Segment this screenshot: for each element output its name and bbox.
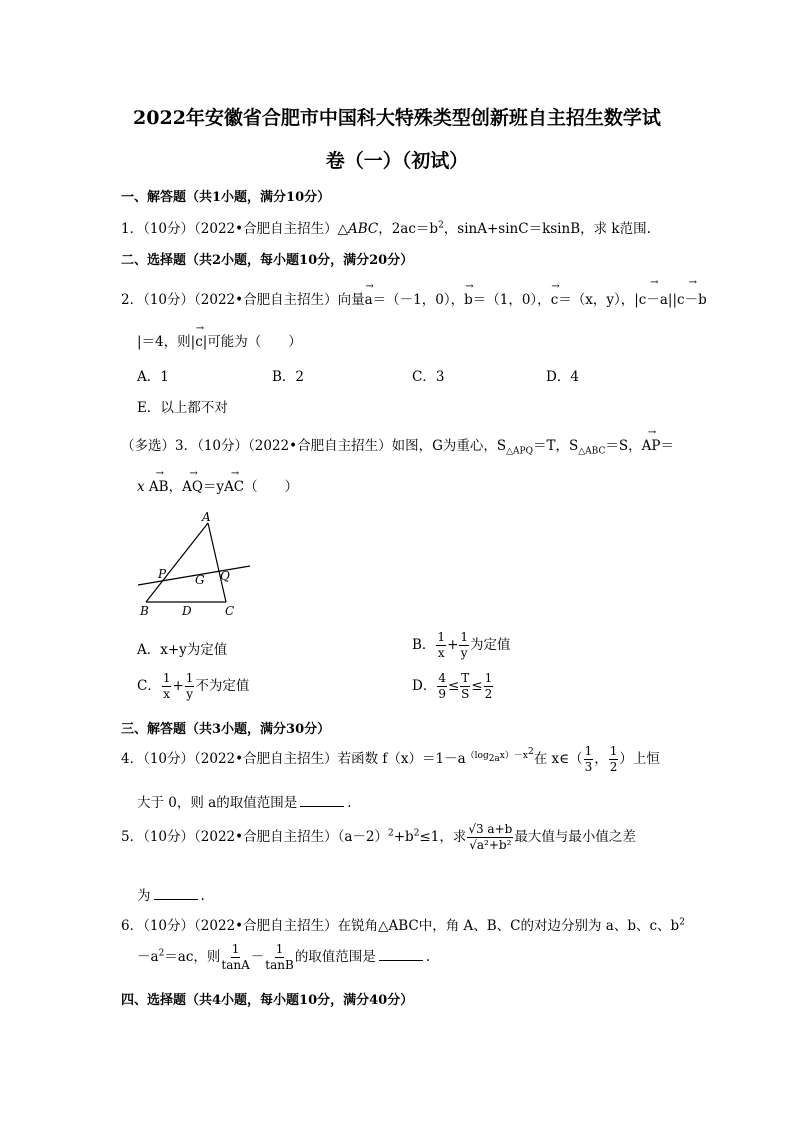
doc-title-line1: 2022年安徽省合肥市中国科大特殊类型创新班自主招生数学试 bbox=[133, 107, 661, 129]
q1-rest2: ，sinA+sinC＝ksinB，求 k范围. bbox=[443, 221, 651, 237]
section-heading-4: 四、选择题（共4小题，每小题10分，满分40分） bbox=[121, 993, 414, 1008]
question-5-line2: 为 . bbox=[137, 888, 205, 904]
fraction-T-over-S: $\frac{T}{S}$ bbox=[461, 671, 470, 701]
plus-sign: + bbox=[172, 678, 184, 694]
fraction-1-over-y: $\frac{1}{y}$ bbox=[460, 630, 469, 660]
fig-label-G: G bbox=[195, 573, 205, 587]
q1-prefix: 1．（10分）（2022•合肥自主招生）△ bbox=[121, 221, 348, 237]
fraction-1-over-2: $\frac{1}{2}$ bbox=[609, 744, 618, 774]
q4-line1a: 4．（10分）（2022•合肥自主招生）若函数 f（x）＝1－a bbox=[121, 751, 466, 767]
fig-label-A: A bbox=[202, 510, 211, 524]
q3-optB-label: B． bbox=[412, 637, 436, 653]
question-2-line1 bbox=[121, 288, 707, 308]
vector-c: → c bbox=[551, 292, 559, 308]
fraction-1-over-y: $\frac{1}{y}$ bbox=[185, 671, 194, 701]
q2-option-a[interactable]: A．1 bbox=[137, 369, 169, 385]
q2-line2b: |可能为（ ） bbox=[202, 334, 302, 350]
q1-rest: ，2ac＝b bbox=[378, 221, 439, 237]
vector-AC: → AC bbox=[224, 479, 244, 495]
q2-option-b[interactable]: B．2 bbox=[272, 369, 305, 385]
vector-AB: → AB bbox=[149, 479, 169, 495]
question-4-line2: 大于 0，则 a的取值范围是 . bbox=[137, 795, 352, 811]
doc-title-line2: 卷（一）（初试） bbox=[325, 150, 469, 172]
fig-label-Q: Q bbox=[220, 569, 230, 583]
fraction-1-over-x: $\frac{1}{x}$ bbox=[437, 630, 446, 660]
question-3-line1 bbox=[121, 434, 674, 457]
q5-line1d: 最大值与最小值之差 bbox=[514, 829, 636, 845]
fraction-4-over-9: $\frac{4}{9}$ bbox=[438, 671, 446, 701]
fraction-1-over-2: $\frac{1}{2}$ bbox=[484, 671, 493, 701]
q3-option-a[interactable]: A．x+y为定值 bbox=[137, 642, 228, 658]
le-sign: ≤ bbox=[471, 678, 483, 694]
q6-line1: 6．（10分）（2022•合肥自主招生）在锐角△ABC中，角 A、B、C的对边分别为 a、b、c、b bbox=[121, 918, 680, 934]
q3-optD-label: D． bbox=[412, 678, 437, 694]
le-sign: ≤ bbox=[447, 678, 460, 694]
q3-sub2: △ABC bbox=[578, 446, 606, 457]
q4-line1c: ）上恒 bbox=[619, 751, 660, 767]
question-1: 1．（10分）（2022•合肥自主招生）△ABC，$2ac=b^2$，sinA+sinC＝ksinB，求 k范围. bbox=[121, 220, 651, 237]
fraction-1-over-tanB: $\frac{1}{\tan B}$ bbox=[265, 942, 294, 972]
q3-optC-label: C． bbox=[137, 678, 161, 694]
fig-label-D: D bbox=[182, 604, 192, 618]
q3-line2c: （ ） bbox=[244, 479, 299, 495]
vector-b: → b bbox=[464, 292, 473, 308]
vector-a: → a bbox=[365, 292, 373, 308]
vector-c-minus-a: → c－a bbox=[639, 288, 668, 308]
q4-line1b: 在 x∈（ bbox=[533, 751, 583, 767]
fraction-1-over-x: $\frac{1}{x}$ bbox=[162, 671, 171, 701]
q3-sub1: △APQ bbox=[506, 446, 533, 457]
section-heading-2: 二、选择题（共2小题，每小题10分，满分20分） bbox=[121, 253, 414, 268]
q4-line2a: 大于 0，则 a的取值范围是 bbox=[137, 795, 298, 811]
q5-line2a: 为 bbox=[137, 888, 151, 904]
q3-optB-tail: 为定值 bbox=[470, 637, 511, 653]
q3-line1c: ＝S， bbox=[605, 438, 642, 454]
fig-label-C: C bbox=[225, 604, 235, 618]
q2-eq1: ＝（－1，0）， bbox=[372, 292, 465, 308]
answer-blank-q6[interactable] bbox=[379, 948, 423, 961]
q2-option-c[interactable]: C．3 bbox=[412, 369, 445, 385]
question-3-line2 bbox=[137, 475, 298, 495]
answer-blank-q4[interactable] bbox=[300, 794, 344, 807]
q3-option-d[interactable] bbox=[412, 671, 494, 702]
fig-label-P: P bbox=[158, 567, 167, 581]
q3-eq: ＝ bbox=[660, 438, 674, 454]
fraction-expression: $\frac{√3 a+b}{\text{√a²+b²}}$ bbox=[468, 822, 513, 852]
section-heading-1: 一、解答题（共1小题，满分10分） bbox=[121, 190, 331, 205]
fraction-1-over-tanA: $\frac{1}{\tan A}$ bbox=[221, 942, 250, 972]
q3-optC-tail: 不为定值 bbox=[195, 678, 250, 694]
q3-line1b: ＝T，S bbox=[532, 438, 579, 454]
q2-eq2: ＝（1，0）， bbox=[472, 292, 551, 308]
q3-line1a: （多选）3．（10分）（2022•合肥自主招生）如图，G为重心，S bbox=[121, 438, 507, 454]
q3-option-c[interactable] bbox=[137, 671, 249, 702]
triangle-figure bbox=[130, 505, 260, 620]
q3-option-b[interactable] bbox=[412, 630, 511, 661]
question-2-line2 bbox=[137, 330, 302, 350]
vector-c-minus-b: → c－b bbox=[677, 288, 707, 308]
vector-AP: → AP bbox=[642, 438, 661, 454]
q2-line2a: |＝4，则| bbox=[137, 334, 196, 350]
q2-option-e[interactable]: E．以上都不对 bbox=[137, 400, 228, 416]
vector-AQ: → AQ bbox=[182, 479, 203, 495]
question-5-line1: 5．（10分）（2022•合肥自主招生）$(a-2)^2+b^2\le 1$，求 $\frac{√3 a+b}{\text{√a²+b²}}$ 最大值与最小值之差 bbox=[121, 822, 636, 852]
q6-line2a: －a bbox=[137, 949, 159, 965]
q2-eq3: ＝（x，y），| bbox=[558, 292, 639, 308]
question-6-line1: 6．（10分）（2022•合肥自主招生）在锐角△ABC中，角 A、B、C的对边分别为 a、b、c、$b^2$ bbox=[121, 917, 685, 934]
q3-comma: ， bbox=[168, 479, 183, 495]
q2-text: 2．（10分）（2022•合肥自主招生）向量 bbox=[121, 292, 365, 308]
question-6-line2: $-a^2=ac$，则 $\frac{1}{\tan A}$ － $\frac{1}{\tan B}$ 的取值范围是 . bbox=[137, 942, 431, 972]
q2-mid: || bbox=[667, 292, 678, 308]
q3-x: x bbox=[137, 479, 145, 495]
q3-line2b: ＝y bbox=[202, 479, 225, 495]
plus-sign: + bbox=[447, 637, 459, 653]
answer-blank-q5[interactable] bbox=[154, 887, 198, 900]
q5-line1c: ≤1，求 bbox=[419, 829, 467, 845]
fig-label-B: B bbox=[140, 604, 149, 618]
q2-option-d[interactable]: D．4 bbox=[546, 369, 579, 385]
section-heading-3: 三、解答题（共3小题，满分30分） bbox=[121, 722, 331, 737]
q5-line1a: 5．（10分）（2022•合肥自主招生）（a－2） bbox=[121, 829, 388, 845]
fraction-1-over-3: $\frac{1}{3}$ bbox=[584, 744, 593, 774]
question-4-line1: 4．（10分）（2022•合肥自主招生）若函数 $f(x)=1-a^{(log_{2a}x)-x^2}$在 x∈（ $\frac{1}{3}$ ， $\frac{1}{2}$ ）上恒 bbox=[121, 744, 660, 774]
vector-c-2: → c bbox=[195, 334, 203, 350]
